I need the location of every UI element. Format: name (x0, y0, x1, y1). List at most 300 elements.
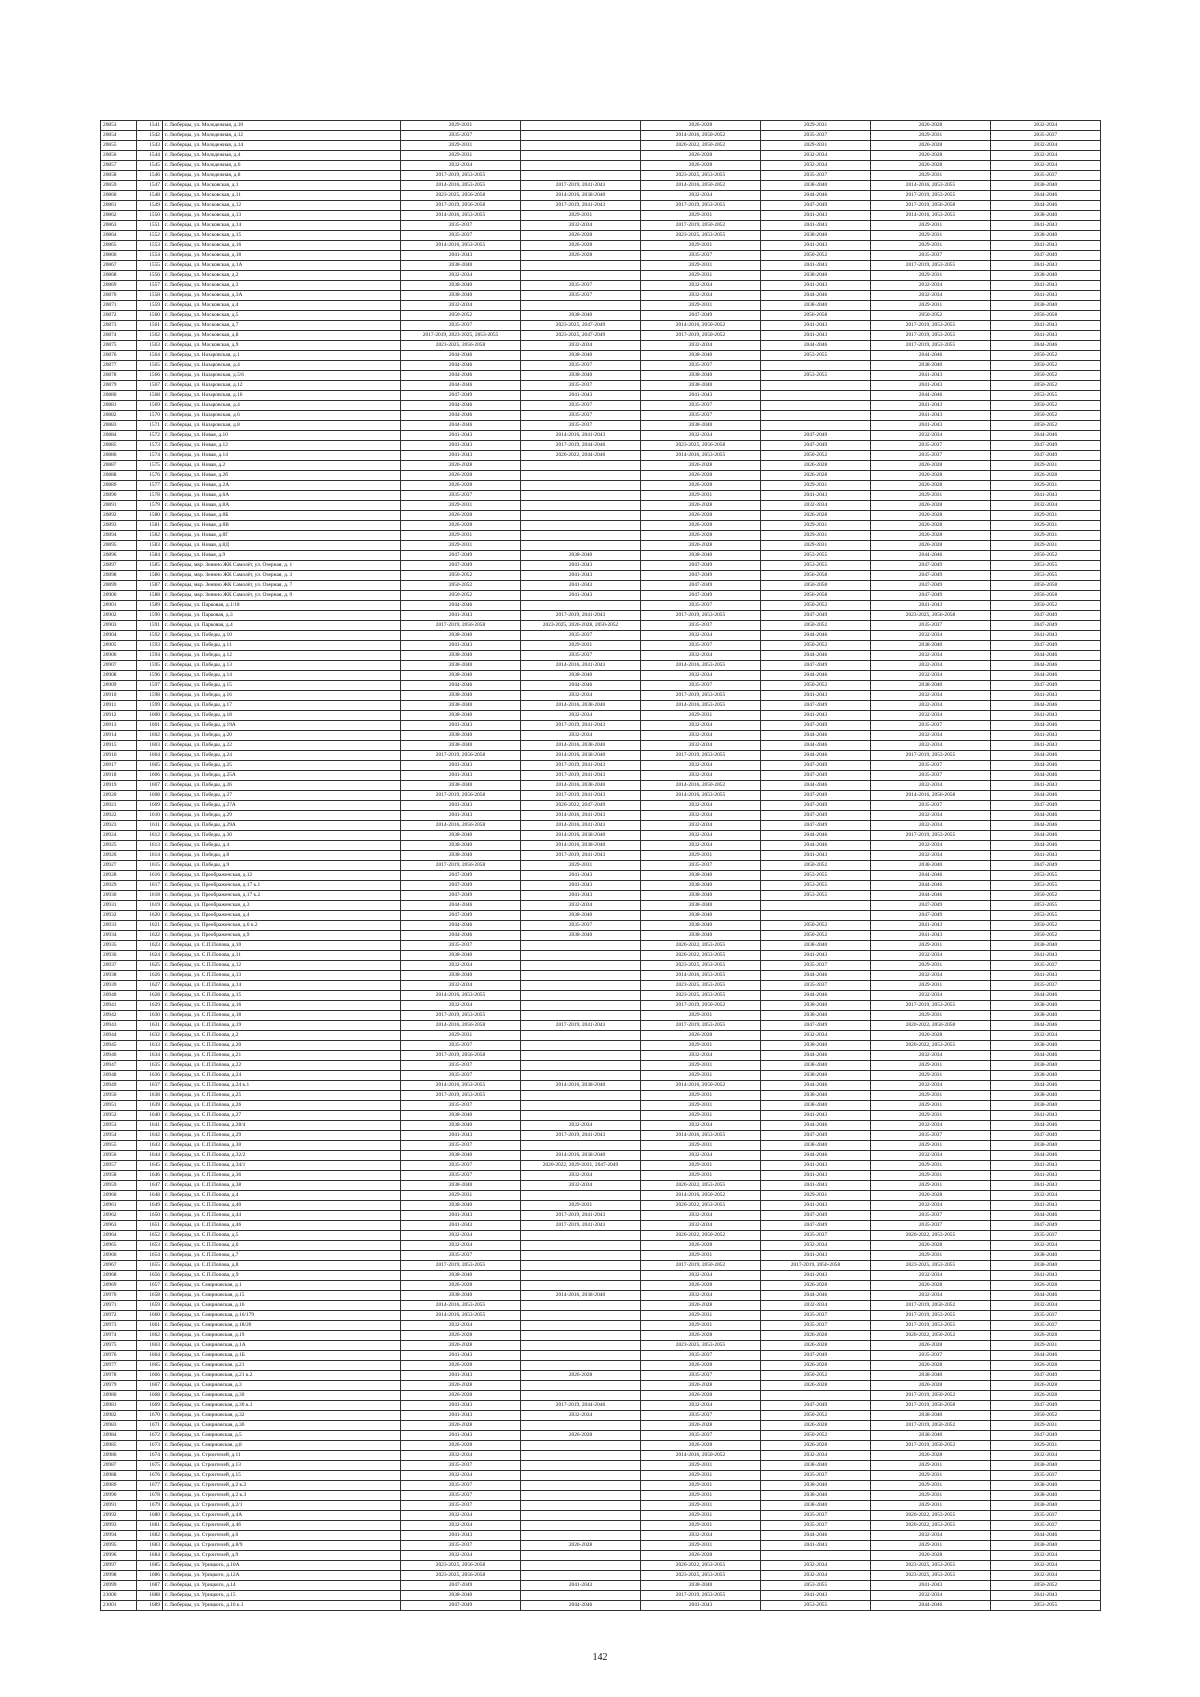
row-id-cell: 20909 (101, 681, 137, 691)
address-cell: г. Люберцы, ул. Новая, д.2 (163, 461, 401, 471)
period-cell: 2035-2037 (991, 981, 1101, 991)
table-row (101, 321, 1101, 331)
table-row (101, 1171, 1101, 1181)
table-row (101, 601, 1101, 611)
row-id-cell: 20906 (101, 651, 137, 661)
period-cell (521, 261, 641, 271)
period-cell: 2035-2037 (641, 251, 761, 261)
period-cell: 2035-2037 (401, 941, 521, 951)
row-id-cell: 20979 (101, 1381, 137, 1391)
period-cell: 2017-2019, 2041-2043 (521, 1211, 641, 1221)
row-number-cell: 1604 (137, 751, 163, 761)
period-cell: 2029-2031 (871, 301, 991, 311)
address-cell: г. Люберцы, ул. Победы, д.27 (163, 791, 401, 801)
row-number-cell: 1616 (137, 871, 163, 881)
row-number-cell: 1591 (137, 621, 163, 631)
row-number-cell: 1628 (137, 991, 163, 1001)
period-cell: 2041-2043 (401, 1371, 521, 1381)
period-cell (521, 1561, 641, 1571)
row-id-cell: 20973 (101, 1321, 137, 1331)
period-cell: 2026-2028 (761, 1361, 871, 1371)
period-cell: 2056-2058 (761, 311, 871, 321)
table-row (101, 1521, 1101, 1531)
period-cell: 2038-2040 (401, 1591, 521, 1601)
period-cell (521, 1061, 641, 1071)
row-id-cell: 20962 (101, 1211, 137, 1221)
row-id-cell: 20933 (101, 921, 137, 931)
table-row (101, 721, 1101, 731)
period-cell: 2041-2043 (761, 281, 871, 291)
address-cell: г. Люберцы, ул. С.П.Попова, д.38 (163, 1181, 401, 1191)
period-cell: 2032-2034 (641, 1121, 761, 1131)
table-row (101, 641, 1101, 651)
period-cell: 2029-2031 (641, 1111, 761, 1121)
row-id-cell: 20857 (101, 161, 137, 171)
row-id-cell: 20893 (101, 521, 137, 531)
row-number-cell: 1614 (137, 851, 163, 861)
period-cell: 2035-2037 (521, 381, 641, 391)
table-row (101, 1451, 1101, 1461)
period-cell: 2026-2028 (641, 481, 761, 491)
period-cell (761, 381, 871, 391)
period-cell: 2053-2055 (991, 881, 1101, 891)
period-cell: 2041-2043 (401, 1221, 521, 1231)
period-cell: 2026-2028 (871, 1281, 991, 1291)
address-cell: г. Люберцы, ул. Урицкого, д.14 (163, 1581, 401, 1591)
row-id-cell: 20976 (101, 1351, 137, 1361)
address-cell: г. Люберцы, ул. Московская, д.4 (163, 301, 401, 311)
table-row (101, 481, 1101, 491)
row-number-cell: 1565 (137, 361, 163, 371)
period-cell: 2047-2049 (761, 611, 871, 621)
period-cell: 2014-2016, 2038-2040 (521, 1291, 641, 1301)
period-cell: 2020-2022, 2029-2031, 2047-2049 (521, 1161, 641, 1171)
period-cell: 2053-2055 (991, 911, 1101, 921)
period-cell: 2029-2031 (641, 1101, 761, 1111)
period-cell: 2041-2043 (991, 1201, 1101, 1211)
table-row (101, 901, 1101, 911)
row-number-cell: 1682 (137, 1531, 163, 1541)
period-cell: 2050-2052 (761, 1411, 871, 1421)
row-id-cell: 20974 (101, 1331, 137, 1341)
period-cell (521, 1301, 641, 1311)
row-number-cell: 1593 (137, 641, 163, 651)
address-cell: г. Люберцы, ул. С.П.Попова, д.27 (163, 1111, 401, 1121)
period-cell: 2035-2037 (991, 1471, 1101, 1481)
period-cell (521, 271, 641, 281)
period-cell: 2035-2037 (991, 1311, 1101, 1321)
address-cell: г. Люберцы, ул. Новая, д.10 (163, 431, 401, 441)
period-cell: 2041-2043 (991, 1171, 1101, 1181)
address-cell: г. Люберцы, ул. Молодежная, д.6 (163, 161, 401, 171)
table-row (101, 351, 1101, 361)
address-cell: г. Люберцы, ул. С.П.Попова, д.15 (163, 991, 401, 1001)
period-cell: 2017-2019, 2041-2043 (521, 611, 641, 621)
period-cell: 2020-2022, 2047-2049 (521, 801, 641, 811)
period-cell: 2038-2040 (521, 371, 641, 381)
row-number-cell: 1568 (137, 391, 163, 401)
period-cell: 2029-2031 (641, 491, 761, 501)
row-id-cell: 20948 (101, 1071, 137, 1081)
period-cell: 2020-2022, 2050-2052 (871, 1331, 991, 1341)
row-id-cell: 20884 (101, 431, 137, 441)
period-cell: 2038-2040 (991, 1091, 1101, 1101)
period-cell: 2044-2046 (991, 671, 1101, 681)
table-row (101, 1391, 1101, 1401)
period-cell: 2038-2040 (761, 271, 871, 281)
address-cell: г. Люберцы, ул. Молодежная, д.14 (163, 141, 401, 151)
period-cell: 2026-2028 (521, 231, 641, 241)
period-cell: 2041-2043 (521, 571, 641, 581)
period-cell: 2038-2040 (401, 1291, 521, 1301)
row-number-cell: 1640 (137, 1111, 163, 1121)
period-cell: 2020-2022, 2056-2058 (871, 1021, 991, 1031)
period-cell: 2026-2028 (401, 1381, 521, 1391)
period-cell: 2017-2019, 2053-2055 (871, 331, 991, 341)
period-cell: 2026-2028 (761, 1341, 871, 1351)
table-row (101, 681, 1101, 691)
address-cell: г. Люберцы, ул. Смирновская, д.1Б (163, 1351, 401, 1361)
period-cell: 2032-2034 (521, 731, 641, 741)
period-cell: 2032-2034 (641, 811, 761, 821)
period-cell: 2026-2028 (761, 1281, 871, 1291)
period-cell: 2029-2031 (871, 221, 991, 231)
address-cell: г. Люберцы, ул. Смирновская, д.21 к.2 (163, 1371, 401, 1381)
row-id-cell: 20883 (101, 421, 137, 431)
address-cell: г. Люберцы, ул. Строителей, д.15 (163, 1471, 401, 1481)
table-row (101, 1591, 1101, 1601)
period-cell: 2014-2016, 2038-2040 (521, 741, 641, 751)
row-id-cell: 20996 (101, 1551, 137, 1561)
period-cell: 2038-2040 (401, 1271, 521, 1281)
row-number-cell: 1610 (137, 811, 163, 821)
period-cell: 2038-2040 (991, 1061, 1101, 1071)
period-cell: 2017-2019, 2053-2055 (401, 1261, 521, 1271)
period-cell: 2044-2046 (991, 191, 1101, 201)
period-cell: 2032-2034 (641, 821, 761, 831)
row-id-cell: 20870 (101, 291, 137, 301)
period-cell: 2032-2034 (871, 1151, 991, 1161)
period-cell: 2026-2028 (761, 1331, 871, 1341)
address-cell: г. Люберцы, ул. Новая, д.8Г (163, 531, 401, 541)
table-row (101, 1141, 1101, 1151)
row-id-cell: 20993 (101, 1521, 137, 1531)
table-row (101, 591, 1101, 601)
row-number-cell: 1677 (137, 1481, 163, 1491)
period-cell: 2026-2028 (871, 151, 991, 161)
row-id-cell: 20946 (101, 1051, 137, 1061)
table-row (101, 951, 1101, 961)
period-cell: 2023-2025, 2047-2049 (521, 321, 641, 331)
period-cell (521, 1551, 641, 1561)
row-number-cell: 1671 (137, 1421, 163, 1431)
period-cell: 2029-2031 (761, 531, 871, 541)
period-cell: 2053-2055 (761, 1601, 871, 1611)
period-cell: 2014-2016, 2041-2043 (521, 431, 641, 441)
address-cell: г. Люберцы, ул. Смирновская, д.15 (163, 1291, 401, 1301)
period-cell: 2029-2031 (521, 1201, 641, 1211)
period-cell: 2029-2031 (641, 1491, 761, 1501)
row-number-cell: 1557 (137, 281, 163, 291)
address-cell: г. Люберцы, ул. Победы, д.20 (163, 731, 401, 741)
period-cell: 2050-2052 (761, 601, 871, 611)
row-id-cell: 20921 (101, 801, 137, 811)
table-row (101, 1281, 1101, 1291)
row-number-cell: 1606 (137, 771, 163, 781)
table-row (101, 331, 1101, 341)
row-number-cell: 1681 (137, 1521, 163, 1531)
period-cell (521, 501, 641, 511)
table-row (101, 1111, 1101, 1121)
period-cell: 2050-2052 (761, 931, 871, 941)
period-cell: 2026-2028 (871, 511, 991, 521)
period-cell: 2044-2046 (761, 991, 871, 1001)
row-id-cell: 20958 (101, 1171, 137, 1181)
table-row (101, 851, 1101, 861)
period-cell: 2044-2046 (761, 341, 871, 351)
table-row (101, 731, 1101, 741)
period-cell: 2014-2016, 2038-2040 (521, 751, 641, 761)
period-cell: 2032-2034 (641, 631, 761, 641)
row-id-cell: 20923 (101, 821, 137, 831)
period-cell (521, 151, 641, 161)
period-cell: 2017-2019, 2053-2055 (641, 1021, 761, 1031)
row-id-cell: 20887 (101, 461, 137, 471)
period-cell: 2035-2037 (641, 1351, 761, 1361)
period-cell: 2035-2037 (991, 1521, 1101, 1531)
period-cell: 2044-2046 (991, 761, 1101, 771)
table-row (101, 651, 1101, 661)
period-cell (761, 401, 871, 411)
address-cell: г. Люберцы, ул. Смирновская, д.18/20 (163, 1321, 401, 1331)
period-cell: 2038-2040 (761, 301, 871, 311)
period-cell: 2041-2043 (991, 281, 1101, 291)
row-number-cell: 1573 (137, 441, 163, 451)
period-cell: 2041-2043 (991, 241, 1101, 251)
period-cell: 2014-2016, 2050-2052 (641, 781, 761, 791)
address-cell: г. Люберцы, ул. Победы, д.18 (163, 711, 401, 721)
period-cell: 2032-2034 (871, 1081, 991, 1091)
period-cell: 2032-2034 (641, 281, 761, 291)
period-cell: 2041-2043 (401, 1351, 521, 1361)
period-cell: 2020-2022, 2053-2055 (871, 1231, 991, 1241)
period-cell (521, 1471, 641, 1481)
period-cell: 2032-2034 (641, 1291, 761, 1301)
table-row (101, 661, 1101, 671)
period-cell: 2017-2019, 2050-2052 (871, 1441, 991, 1451)
row-number-cell: 1618 (137, 891, 163, 901)
address-cell: г. Люберцы, ул. С.П.Попова, д.24 к.1 (163, 1081, 401, 1091)
period-cell (521, 1071, 641, 1081)
row-number-cell: 1546 (137, 171, 163, 181)
period-cell: 2032-2034 (871, 821, 991, 831)
period-cell: 2032-2034 (521, 341, 641, 351)
period-cell (521, 1531, 641, 1541)
period-cell: 2038-2040 (641, 421, 761, 431)
period-cell: 2050-2052 (991, 361, 1101, 371)
row-id-cell: 20904 (101, 631, 137, 641)
period-cell: 2041-2043 (761, 331, 871, 341)
table-row (101, 1411, 1101, 1421)
row-number-cell: 1689 (137, 1601, 163, 1611)
table-row (101, 171, 1101, 181)
address-cell: г. Люберцы, ул. Назаровская, д.4 (163, 401, 401, 411)
period-cell: 2035-2037 (991, 961, 1101, 971)
period-cell: 2050-2052 (761, 861, 871, 871)
period-cell (521, 991, 641, 1001)
period-cell: 2014-2016, 2053-2055 (401, 211, 521, 221)
row-id-cell: 20901 (101, 601, 137, 611)
period-cell: 2044-2046 (991, 1211, 1101, 1221)
address-cell: г. Люберцы, ул. Строителей, д.4А (163, 1511, 401, 1521)
table-row (101, 791, 1101, 801)
address-cell: г. Люберцы, ул. Победы, д.10 (163, 631, 401, 641)
address-cell: г. Люберцы, ул. Смирновская, д.16 (163, 1301, 401, 1311)
table-row (101, 1231, 1101, 1241)
address-cell: г. Люберцы, ул. С.П.Попова, д.32/2 (163, 1151, 401, 1161)
period-cell: 2032-2034 (871, 691, 991, 701)
period-cell: 2047-2049 (991, 251, 1101, 261)
period-cell (521, 1091, 641, 1101)
period-cell: 2014-2016, 2050-2052 (641, 131, 761, 141)
row-id-cell: 20972 (101, 1311, 137, 1321)
period-cell: 2050-2052 (991, 601, 1101, 611)
row-number-cell: 1627 (137, 981, 163, 991)
table-row (101, 221, 1101, 231)
period-cell (521, 1501, 641, 1511)
row-number-cell: 1664 (137, 1351, 163, 1361)
period-cell: 2041-2043 (871, 931, 991, 941)
period-cell: 2017-2019, 2050-2052 (871, 1421, 991, 1431)
period-cell: 2044-2046 (761, 831, 871, 841)
period-cell: 2047-2049 (871, 911, 991, 921)
table-row (101, 431, 1101, 441)
period-cell: 2017-2019, 2053-2055 (871, 321, 991, 331)
row-number-cell: 1560 (137, 311, 163, 321)
table-row (101, 281, 1101, 291)
table-row (101, 1461, 1101, 1471)
period-cell: 2044-2046 (991, 1291, 1101, 1301)
row-id-cell: 20903 (101, 621, 137, 631)
period-cell (521, 961, 641, 971)
period-cell: 2032-2034 (761, 161, 871, 171)
period-cell: 2032-2034 (991, 1571, 1101, 1581)
period-cell: 2050-2052 (991, 411, 1101, 421)
period-cell: 2041-2043 (521, 1581, 641, 1591)
period-cell: 2029-2031 (641, 211, 761, 221)
table-row (101, 711, 1101, 721)
row-number-cell: 1613 (137, 841, 163, 851)
row-number-cell: 1660 (137, 1311, 163, 1321)
period-cell: 2017-2019, 2053-2055 (401, 171, 521, 181)
row-id-cell: 20900 (101, 591, 137, 601)
period-cell: 2032-2034 (401, 1231, 521, 1241)
period-cell: 2017-2019, 2056-2058 (401, 791, 521, 801)
period-cell: 2032-2034 (401, 1001, 521, 1011)
period-cell: 2029-2031 (871, 941, 991, 951)
period-cell: 2035-2037 (761, 1231, 871, 1241)
period-cell: 2050-2052 (991, 931, 1101, 941)
row-id-cell: 20952 (101, 1111, 137, 1121)
address-cell: г. Люберцы, ул. Смирновская, д.16/179 (163, 1311, 401, 1321)
period-cell: 2026-2028 (991, 1281, 1101, 1291)
table-row (101, 861, 1101, 871)
period-cell: 2047-2049 (761, 441, 871, 451)
address-cell: г. Люберцы, ул. Московская, д.11 (163, 191, 401, 201)
row-number-cell: 1658 (137, 1291, 163, 1301)
period-cell: 2035-2037 (761, 1471, 871, 1481)
row-id-cell: 20987 (101, 1461, 137, 1471)
period-cell: 2044-2046 (401, 601, 521, 611)
period-cell: 2023-2025, 2056-2058 (401, 1561, 521, 1571)
period-cell: 2035-2037 (871, 771, 991, 781)
period-cell: 2050-2052 (761, 621, 871, 631)
table-row (101, 371, 1101, 381)
period-cell: 2041-2043 (521, 871, 641, 881)
period-cell: 2041-2043 (991, 1591, 1101, 1601)
period-cell: 2044-2046 (871, 871, 991, 881)
period-cell: 2035-2037 (401, 1251, 521, 1261)
row-number-cell: 1600 (137, 711, 163, 721)
row-number-cell: 1551 (137, 221, 163, 231)
address-cell: г. Люберцы, ул. Преображенская, д.17 к.2 (163, 891, 401, 901)
period-cell: 2050-2052 (761, 641, 871, 651)
period-cell (521, 1271, 641, 1281)
table-row (101, 251, 1101, 261)
period-cell: 2050-2052 (991, 381, 1101, 391)
period-cell: 2041-2043 (401, 611, 521, 621)
period-cell: 2032-2034 (761, 1031, 871, 1041)
period-cell: 2038-2040 (991, 1491, 1101, 1501)
period-cell: 2041-2043 (401, 1411, 521, 1421)
period-cell: 2026-2028 (991, 1391, 1101, 1401)
period-cell: 2017-2019, 2041-2043 (521, 1131, 641, 1141)
row-id-cell: 20866 (101, 251, 137, 261)
period-cell: 2041-2043 (521, 881, 641, 891)
period-cell: 2017-2019, 2041-2043 (521, 721, 641, 731)
period-cell: 2017-2019, 2053-2055 (871, 191, 991, 201)
period-cell: 2041-2043 (871, 1581, 991, 1591)
period-cell: 2041-2043 (401, 1531, 521, 1541)
period-cell: 2047-2049 (401, 911, 521, 921)
period-cell: 2035-2037 (871, 451, 991, 461)
period-cell (521, 461, 641, 471)
period-cell: 2029-2031 (641, 271, 761, 281)
row-id-cell: 20886 (101, 451, 137, 461)
period-cell: 2044-2046 (991, 751, 1101, 761)
address-cell: г. Люберцы, ул. Новая, д.9 (163, 551, 401, 561)
row-id-cell: 20959 (101, 1181, 137, 1191)
period-cell: 2017-2019, 2041-2043 (521, 1221, 641, 1231)
period-cell: 2032-2034 (991, 161, 1101, 171)
row-id-cell: 20953 (101, 1121, 137, 1131)
period-cell: 2044-2046 (761, 971, 871, 981)
period-cell: 2038-2040 (401, 851, 521, 861)
period-cell: 2020-2022, 2053-2055 (641, 1201, 761, 1211)
table-row (101, 1291, 1101, 1301)
row-number-cell: 1561 (137, 321, 163, 331)
period-cell: 2053-2055 (991, 901, 1101, 911)
period-cell: 2047-2049 (991, 451, 1101, 461)
address-cell: г. Люберцы, ул. Строителей, д.4б (163, 1521, 401, 1531)
period-cell: 2032-2034 (641, 841, 761, 851)
period-cell: 2050-2052 (991, 351, 1101, 361)
period-cell: 2029-2031 (991, 531, 1101, 541)
row-number-cell: 1596 (137, 671, 163, 681)
period-cell (521, 531, 641, 541)
period-cell: 2035-2037 (761, 171, 871, 181)
period-cell: 2032-2034 (641, 801, 761, 811)
